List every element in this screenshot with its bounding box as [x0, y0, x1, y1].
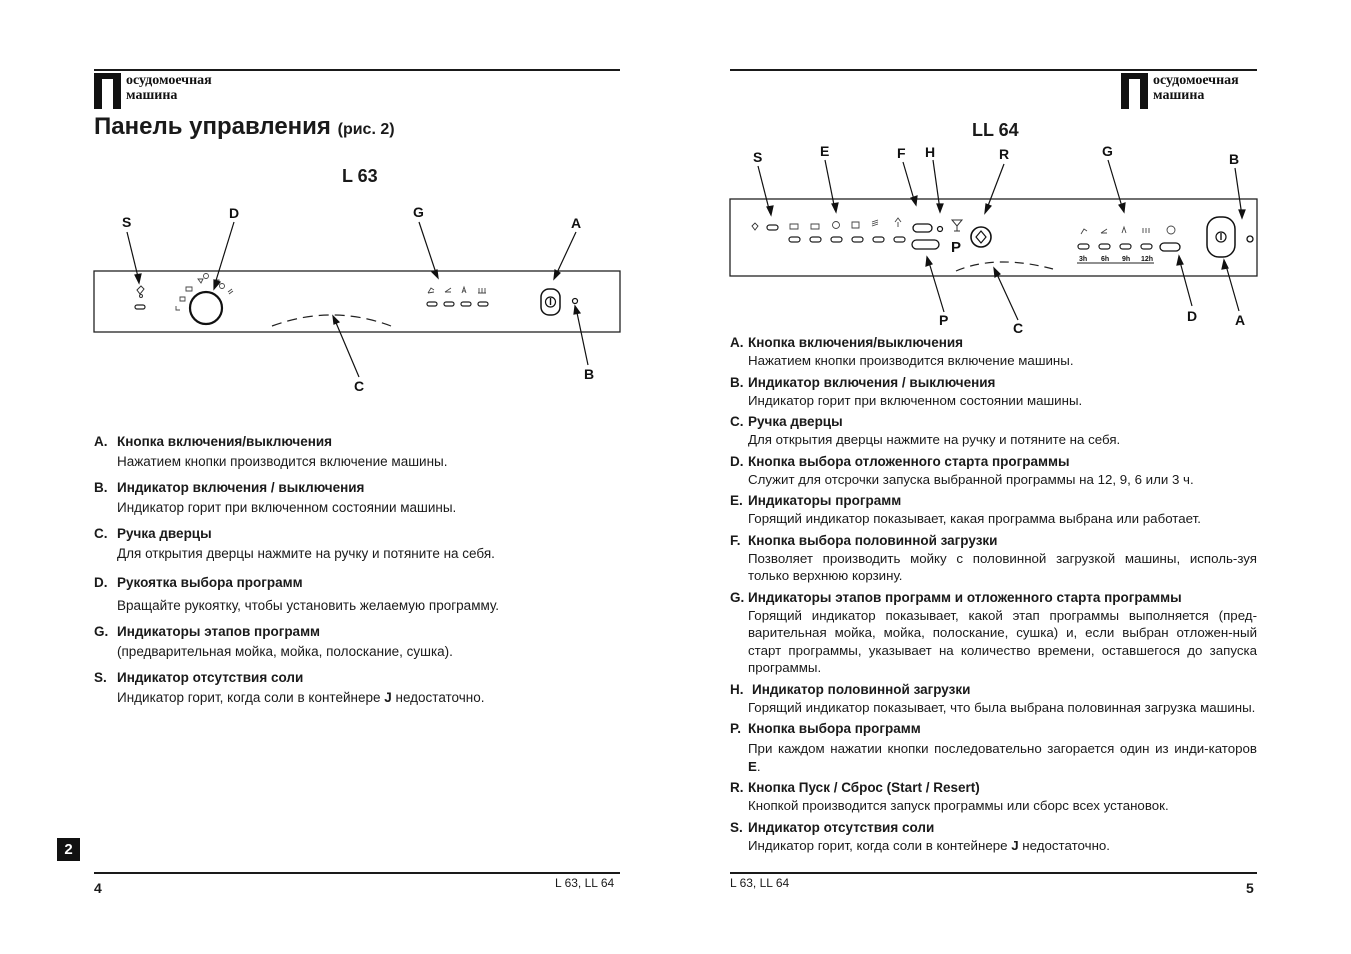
callout-g: G — [413, 204, 424, 220]
legend-letter: A. — [94, 434, 108, 449]
legend-term: Кнопка выбора отложенного старта программы — [748, 453, 1070, 469]
legend-item — [730, 412, 1257, 449]
legend-item — [730, 818, 1257, 855]
bottom-rule — [730, 872, 1257, 874]
door-handle-outline — [956, 262, 1053, 271]
legend-item — [730, 491, 1257, 528]
callout-b: B — [584, 366, 595, 382]
footer-models: L 63, LL 64 — [555, 876, 615, 890]
half-load-button[interactable] — [913, 224, 932, 232]
half-load-indicator-led — [938, 227, 943, 232]
legend-l63 — [94, 432, 534, 714]
stage-indicator-leds — [1078, 244, 1152, 249]
program-indicator-leds — [789, 237, 905, 242]
legend-item — [94, 622, 534, 662]
callout-r: R — [999, 146, 1010, 162]
stage-icons — [428, 287, 486, 293]
legend-letter: G. — [730, 589, 745, 605]
salt-indicator-led — [135, 305, 145, 309]
legend-ll64 — [730, 333, 1257, 857]
legend-letter: B. — [94, 480, 108, 495]
legend-term: Индикатор включения / выключения — [748, 374, 996, 390]
legend-term: Кнопка Пуск / Сброс (Start / Resert) — [748, 780, 980, 795]
legend-letter: D. — [94, 575, 108, 590]
legend-term: Кнопка включения/выключения — [117, 434, 333, 449]
callout-g: G — [1102, 143, 1113, 159]
legend-letter: B. — [730, 374, 744, 390]
legend-desc-text: Индикатор горит, когда соли в контейнере — [748, 837, 1012, 853]
legend-item — [730, 719, 1257, 775]
legend-item — [94, 432, 534, 472]
callout-c: C — [1013, 320, 1024, 335]
legend-desc: Вращайте рукоятку, чтобы установить желаемую программу. — [117, 598, 500, 613]
legend-item — [730, 588, 1257, 677]
program-select-button[interactable] — [912, 240, 939, 249]
legend-item — [94, 573, 534, 616]
on-off-indicator-led — [1247, 236, 1253, 242]
legend-desc: Служит для отсрочки запуска выбранной программы на 12, 9, 6 или 3 ч. — [748, 471, 1194, 487]
page-title-sub: (рис. 2) — [337, 121, 395, 138]
legend-term: Индикаторы программ — [748, 493, 902, 508]
legend-term: Кнопка включения/выключения — [748, 335, 964, 350]
legend-item — [730, 333, 1257, 370]
stage-indicator-leds — [427, 302, 488, 306]
legend-desc-bold: J — [1011, 837, 1019, 853]
callout-a: A — [571, 215, 582, 231]
legend-desc: Горящий индикатор показывает, что была выбрана половинная загрузка машины. — [748, 699, 1256, 715]
legend-desc: Индикатор горит при включенном состоянии машины. — [748, 392, 1083, 408]
callout-d: D — [1187, 308, 1198, 324]
legend-letter: G. — [94, 624, 109, 639]
top-rule — [94, 69, 620, 71]
model-label-l63: L 63 — [342, 166, 378, 186]
callout-b: B — [1229, 151, 1240, 167]
legend-term: Кнопка выбора половинной загрузки — [748, 532, 998, 548]
legend-desc-text: недостаточно. — [1018, 837, 1110, 853]
callout-f: F — [897, 145, 906, 161]
legend-desc-text: При каждом нажатии кнопки последовательно загорается один из инди-каторов — [748, 741, 1257, 756]
legend-term: Индикаторы этапов программ и отложенного старта программы — [748, 589, 1182, 605]
logo-line-1: осудомоечная — [1153, 73, 1239, 88]
legend-term: Индикатор половинной загрузки — [752, 681, 971, 697]
salt-icon — [137, 286, 144, 298]
start-reset-button[interactable] — [971, 227, 991, 247]
callout-h: H — [925, 144, 936, 160]
stage-icons — [1081, 226, 1175, 234]
bottom-rule — [94, 872, 620, 874]
footer-models: L 63, LL 64 — [730, 876, 790, 890]
top-rule — [730, 69, 1257, 71]
callout-s: S — [753, 149, 763, 165]
program-icons — [790, 218, 901, 229]
legend-desc-text: . — [756, 758, 761, 774]
salt-icon — [752, 223, 758, 230]
legend-letter: S. — [730, 819, 743, 835]
callout-s: S — [122, 214, 132, 230]
legend-term: Ручка дверцы — [748, 414, 843, 429]
legend-term: Индикатор отсутствия соли — [117, 670, 304, 685]
page-number: 5 — [1246, 880, 1254, 896]
callout-d: D — [229, 205, 240, 221]
legend-letter: C. — [94, 526, 108, 541]
brand-header — [1121, 73, 1239, 109]
legend-letter: E. — [730, 493, 743, 508]
legend-desc: Горящий индикатор показывает, какая программа выбрана или работает. — [748, 511, 1201, 526]
control-panel-diagram-ll64 — [676, 140, 1351, 335]
delay-start-button[interactable] — [1160, 243, 1180, 251]
logo-mark-icon — [94, 73, 121, 109]
legend-letter: D. — [730, 453, 744, 469]
legend-term: Ручка дверцы — [117, 526, 212, 541]
control-panel-diagram-l63 — [0, 195, 675, 395]
legend-letter: P. — [730, 721, 742, 736]
legend-item — [730, 452, 1257, 489]
legend-desc: Кнопкой производится запуск программы или сборс всех установок. — [748, 798, 1169, 813]
legend-letter: H. — [730, 681, 744, 697]
legend-desc-bold: E — [748, 758, 757, 774]
logo-text — [1153, 73, 1239, 103]
legend-desc — [730, 837, 1257, 855]
legend-desc: Нажатием кнопки производится включение машины. — [117, 454, 448, 469]
legend-desc: Позволяет производить мойку с половинной загрузкой машины, исполь-зуя только верхнюю корзину. — [748, 550, 1257, 583]
door-handle-outline — [272, 315, 391, 326]
panel-p-label: P — [951, 239, 962, 256]
legend-letter: R. — [730, 780, 744, 795]
legend-item — [94, 478, 534, 518]
program-knob[interactable] — [190, 292, 222, 324]
brand-header — [94, 73, 212, 109]
legend-item — [730, 531, 1257, 585]
page-number: 4 — [94, 880, 102, 896]
timer-label-3h: 3h — [1079, 256, 1088, 263]
legend-desc-text: недостаточно. — [391, 690, 485, 705]
legend-term: Рукоятка выбора программ — [117, 575, 303, 590]
section-tab: 2 — [57, 838, 80, 861]
logo-line-2: машина — [1153, 88, 1205, 103]
legend-letter: F. — [730, 532, 741, 548]
legend-desc: Индикатор горит при включенном состоянии машины. — [117, 500, 457, 515]
legend-item — [94, 668, 534, 708]
legend-letter: C. — [730, 414, 744, 429]
legend-desc: Нажатием кнопки производится включение машины. — [748, 353, 1074, 368]
logo-text — [126, 73, 212, 103]
timer-label-9h: 9h — [1122, 256, 1131, 263]
legend-desc-bold: J — [384, 690, 392, 705]
legend-desc: (предварительная мойка, мойка, полоскание, сушка). — [117, 644, 453, 659]
model-label-ll64: LL 64 — [972, 120, 1019, 140]
callout-c: C — [354, 378, 365, 394]
legend-item — [730, 373, 1257, 410]
legend-desc — [730, 740, 1257, 775]
timer-label-6h: 6h — [1101, 256, 1110, 263]
salt-indicator-led — [767, 225, 778, 230]
legend-term: Индикатор включения / выключения — [117, 480, 365, 495]
page-title — [94, 113, 395, 141]
callout-p: P — [939, 312, 949, 328]
legend-desc: Горящий индикатор показывает, какой этап программы выполняется (пред-варительная мойка, мойка, полоскание, сушка) и, если выбран отложен-ный старт программы, указывает на количество времени, оставшегося до запуска программы. — [748, 607, 1257, 675]
legend-item — [730, 778, 1257, 815]
legend-desc: Для открытия дверцы нажмите на ручку и потяните на себя. — [748, 432, 1121, 447]
legend-term: Индикаторы этапов программ — [117, 624, 321, 639]
legend-desc: Для открытия дверцы нажмите на ручку и потяните на себя. — [117, 546, 495, 561]
on-off-indicator-led — [573, 299, 578, 304]
legend-term: Индикатор отсутствия соли — [748, 819, 935, 835]
legend-item — [94, 524, 534, 564]
left-page — [0, 0, 675, 954]
right-page — [676, 0, 1351, 954]
legend-letter: S. — [94, 670, 107, 685]
page-title-main: Панель управления — [94, 113, 331, 140]
timer-label-12h: 12h — [1141, 256, 1154, 263]
callout-e: E — [820, 143, 830, 159]
logo-line-1: осудомоечная — [126, 73, 212, 88]
legend-desc-text: Индикатор горит, когда соли в контейнере — [117, 690, 385, 705]
callout-a: A — [1235, 312, 1246, 328]
logo-mark-icon — [1121, 73, 1148, 109]
legend-desc — [94, 687, 534, 708]
legend-letter: A. — [730, 335, 744, 350]
glass-icon — [952, 220, 962, 231]
logo-line-2: машина — [126, 88, 178, 103]
legend-item — [730, 680, 1257, 717]
legend-term: Кнопка выбора программ — [748, 721, 921, 736]
